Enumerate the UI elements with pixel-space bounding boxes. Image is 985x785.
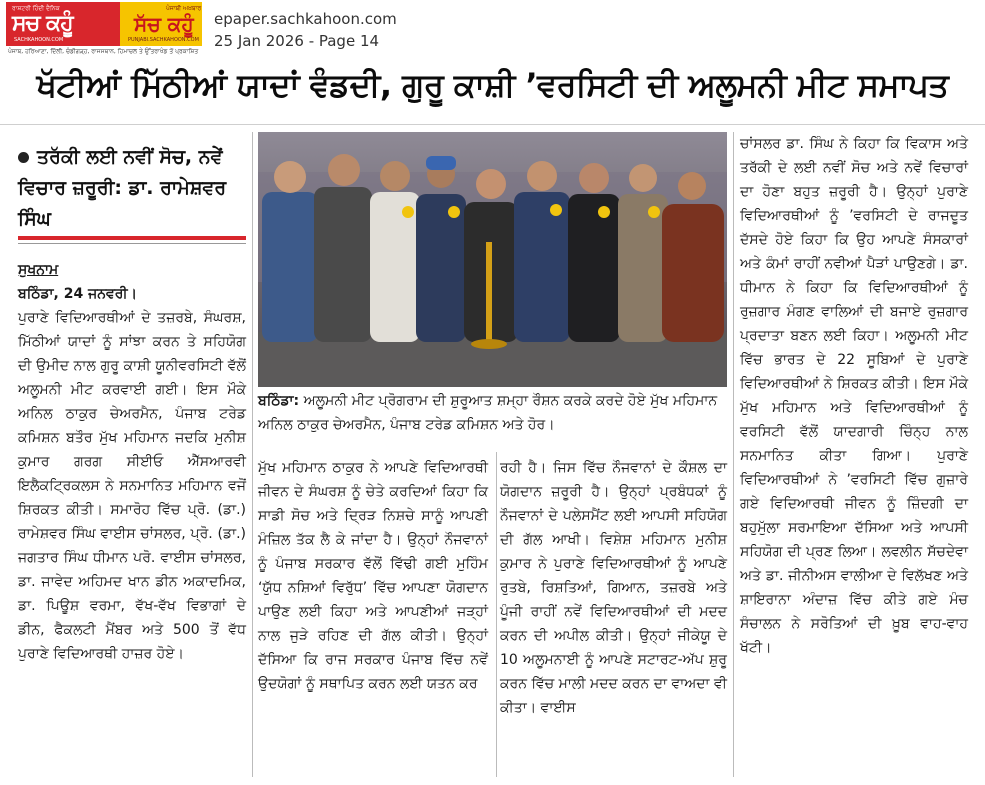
logo-subline: ਪੰਜਾਬ, ਹਰਿਆਣਾ, ਦਿੱਲੀ, ਚੰਡੀਗੜ੍ਹ, ਰਾਜਸਥਾਨ, ਹਿਮਾਚਲ ਤੇ ਉੱਤਰਾਖੰਡ ਤੋਂ ਪ੍ਰਕਾਸ਼ਿਤ [8,48,199,55]
logo-tagline: ਰਾਸ਼ਟਰੀ ਹਿੰਦੀ ਦੈਨਿਕ [12,5,60,12]
article-column-4 [740,132,968,660]
logo-name: ਸਚ ਕਹੂੰ [12,11,73,36]
sachkahoon-logo[interactable] [6,2,120,46]
caption-text: ਅਲੂਮਨੀ ਮੀਟ ਪ੍ਰੋਗਰਾਮ ਦੀ ਸ਼ੁਰੂਆਤ ਸ਼ਮ੍ਹਾ ਰੌਸ਼ਨ ਕਰਕੇ ਕਰਦੇ ਹੋਏ ਮੁੱਖ ਮਹਿਮਾਨ ਅਨਿਲ ਠਾਕੁਰ ਚੇਅਰਮੈਨ, ਪੰਜਾਬ ਟਰੇਡ ਕਮਿਸ਼ਨ ਅਤੇ ਹੋਰ। [258,393,718,433]
epaper-site[interactable]: epaper.sachkahoon.com [214,10,397,28]
logo-url: SACHKAHOON.COM [14,37,64,43]
subheading-text: ਤਰੱਕੀ ਲਈ ਨਵੀਂ ਸੋਚ, ਨਵੇਂ ਵਿਚਾਰ ਜ਼ਰੂਰੀ: ਡਾ. ਰਾਮੇਸ਼ਵਰ ਸਿੰਘ [18,146,227,230]
article-subheading [18,142,246,235]
byline: ਸੁਖਨਾਮ [18,262,59,278]
column-divider [733,132,734,777]
photo-caption [258,389,727,437]
column-divider [496,452,497,777]
event-photo-graphic [258,132,727,387]
logo-name: ਸੱਚ ਕਹੂੰ [134,12,194,36]
subheading-red-rule [18,236,246,240]
bullet-icon [18,152,29,163]
subheading-rule [18,243,246,244]
column-4-body: ਚਾਂਸਲਰ ਡਾ. ਸਿੰਘ ਨੇ ਕਿਹਾ ਕਿ ਵਿਕਾਸ ਅਤੇ ਤਰੱਕੀ ਦੇ ਲਈ ਨਵੀਂ ਸੋਚ ਅਤੇ ਨਵੇਂ ਵਿਚਾਰਾਂ ਦਾ ਹੋਣਾ ਬਹੁਤ ਜ਼ਰੂਰੀ ਹੈ। ਉਨ੍ਹਾਂ ਪੁਰਾਣੇ ਵਿਦਿਆਰਥੀਆਂ ਨੂੰ ’ਵਰਸਿਟੀ ਦੇ ਰਾਜਦੂਤ ਦੱਸਦੇ ਹੋਏ ਕਿਹਾ ਕਿ ਉਹ ਆਪਣੇ ਸੰਸਕਾਰਾਂ ਅਤੇ ਕੰਮਾਂ ਰਾਹੀਂ ਨਵੀਆਂ ਪੈੜਾਂ ਪਾਉਣਗੇ। ਡਾ. ਧੀਮਾਨ ਨੇ ਕਿਹਾ ਕਿ ਵਿਦਿਆਰਥੀਆਂ ਨੂੰ ਰੁਜ਼ਗਾਰ ਮੰਗਣ ਵਾਲਿਆਂ ਦੀ ਬਜਾਏ ਰੁਜ਼ਗਾਰ ਪ੍ਰਦਾਤਾ ਬਣਨ ਲਈ ਕਿਹਾ। ਅਲੂਮਨੀ ਮੀਟ ਵਿੱਚ ਭਾਰਤ ਦੇ 22 ਸੂਬਿਆਂ ਦੇ ਪੁਰਾਣੇ ਵਿਦਿਆਰਥੀਆਂ ਨੇ ਸ਼ਿਰਕਤ ਕੀਤੀ। ਇਸ ਮੌਕੇ ਮੁੱਖ ਮਹਿਮਾਨ ਅਤੇ ਵਿਦਿਆਰਥੀਆਂ ਨੂੰ ਵਰਸਿਟੀ ਵੱਲੋਂ ਯਾਦਗਾਰੀ ਚਿੰਨ੍ਹ ਨਾਲ ਸਨਮਾਨਿਤ ਕੀਤਾ ਗਿਆ। ਪੁਰਾਣੇ ਵਿਦਿਆਰਥੀਆਂ ਨੇ ’ਵਰਸਿਟੀ ਵਿੱਚ ਗੁਜ਼ਾਰੇ ਗਏ ਵਿਦਿਆਰਥੀ ਜੀਵਨ ਨੂੰ ਜ਼ਿੰਦਗੀ ਦਾ ਬਹੁਮੁੱਲਾ ਸਰਮਾਇਆ ਦੱਸਿਆ ਅਤੇ ਆਪਸੀ ਸਹਿਯੋਗ ਦੀ ਪ੍ਰਣ ਲਿਆ। ਲਵਲੀਨ ਸੱਚਦੇਵਾ ਅਤੇ ਡਾ. ਜੀਨੀਅਸ ਵਾਲੀਆ ਦੇ ਵਿਲੱਖਣ ਅਤੇ ਸ਼ਾਇਰਾਨਾ ਅੰਦਾਜ਼ ਵਿੱਚ ਕੀਤੇ ਗਏ ਮੰਚ ਸੰਚਾਲਨ ਨੇ ਸਰੋਤਿਆਂ ਦੀ ਖ਼ੂਬ ਵਾਹ-ਵਾਹ ਖੱਟੀ। [740,136,968,656]
column-3-body: ਰਹੀ ਹੈ। ਜਿਸ ਵਿੱਚ ਨੌਜਵਾਨਾਂ ਦੇ ਕੌਸ਼ਲ ਦਾ ਯੋਗਦਾਨ ਜ਼ਰੂਰੀ ਹੈ। ਉਨ੍ਹਾਂ ਪ੍ਰਬੰਧਕਾਂ ਨੂੰ ਨੌਜਵਾਨਾਂ ਦੇ ਪਲੇਸਮੈਂਟ ਲਈ ਆਪਸੀ ਸਹਿਯੋਗ ਦੀ ਗੱਲ ਆਖੀ। ਵਿਸ਼ੇਸ਼ ਮਹਿਮਾਨ ਮੁਨੀਸ਼ ਕੁਮਾਰ ਨੇ ਪੁਰਾਣੇ ਵਿਦਿਆਰਥੀਆਂ ਨੂੰ ਆਪਣੇ ਰੁਤਬੇ, ਰਿਸ਼ਤਿਆਂ, ਗਿਆਨ, ਤਜ਼ਰਬੇ ਅਤੇ ਪੂੰਜੀ ਰਾਹੀਂ ਨਵੇਂ ਵਿਦਿਆਰਥੀਆਂ ਦੀ ਮਦਦ ਕਰਨ ਦੀ ਅਪੀਲ ਕੀਤੀ। ਉਨ੍ਹਾਂ ਜੀਕੇਯੂ ਦੇ 10 ਅਲੂਮਨਾਈ ਨੂੰ ਆਪਣੇ ਸਟਾਰਟ-ਅੱਪ ਸ਼ੁਰੂ ਕਰਨ ਵਿੱਚ ਮਾਲੀ ਮਦਦ ਕਰਨ ਦਾ ਵਾਅਦਾ ਵੀ ਕੀਤਾ। ਵਾਈਸ [500,460,727,716]
article-headline: ਖੱਟੀਆਂ ਮਿੱਠੀਆਂ ਯਾਦਾਂ ਵੰਡਦੀ, ਗੁਰੂ ਕਾਸ਼ੀ ’ਵਰਸਿਟੀ ਦੀ ਅਲੂਮਨੀ ਮੀਟ ਸਮਾਪਤ [36,66,949,104]
article-column-2 [258,456,488,696]
logo-tagline: ਪੰਜਾਬੀ ਅਖ਼ਬਾਰ [166,5,202,12]
punjabi-edition-logo[interactable] [120,2,202,46]
headline-divider [0,124,985,125]
column-1-body: ਪੁਰਾਣੇ ਵਿਦਿਆਰਥੀਆਂ ਦੇ ਤਜ਼ਰਬੇ, ਸੰਘਰਸ਼, ਮਿੱਠੀਆਂ ਯਾਦਾਂ ਨੂੰ ਸਾਂਝਾ ਕਰਨ ਤੇ ਸਹਿਯੋਗ ਦੀ ਉਮੀਦ ਨਾਲ ਗੁਰੂ ਕਾਸ਼ੀ ਯੂਨੀਵਰਸਿਟੀ ਵੱਲੋਂ ਅਲੂਮਨੀ ਮੀਟ ਕਰਵਾਈ ਗਈ। ਇਸ ਮੌਕੇ ਅਨਿਲ ਠਾਕੁਰ ਚੇਅਰਮੈਨ, ਪੰਜਾਬ ਟਰੇਡ ਕਮਿਸ਼ਨ ਬਤੌਰ ਮੁੱਖ ਮਹਿਮਾਨ ਜਦਕਿ ਮੁਨੀਸ਼ ਕੁਮਾਰ ਗਰਗ ਸੀਈਓ ਐੱਸਆਰਵੀ ਇਲੈਕਟ੍ਰਿਕਲਸ ਨੇ ਸਨਮਾਨਿਤ ਮਹਿਮਾਨ ਵਜੋਂ ਸ਼ਿਰਕਤ ਕੀਤੀ। ਸਮਾਰੋਹ ਵਿੱਚ ਪ੍ਰੋ. (ਡਾ.) ਰਾਮੇਸ਼ਵਰ ਸਿੰਘ ਵਾਈਸ ਚਾਂਸਲਰ, ਪ੍ਰੋ. (ਡਾ.) ਜਗਤਾਰ ਸਿੰਘ ਧੀਮਾਨ ਪਰੋ. ਵਾਈਸ ਚਾਂਸਲਰ, ਡਾ. ਜਾਵੇਦ ਅਹਿਮਦ ਖਾਨ ਡੀਨ ਅਕਾਦਮਿਕ, ਡਾ. ਪਿਊਸ਼ ਵਰਮਾ, ਵੱਖ-ਵੱਖ ਵਿਭਾਗਾਂ ਦੇ ਡੀਨ, ਫੈਕਲਟੀ ਮੈਂਬਰ ਅਤੇ 500 ਤੋਂ ਵੱਧ ਪੁਰਾਣੇ ਵਿਦਿਆਰਥੀ ਹਾਜ਼ਰ ਹੋਏ। [18,310,246,662]
column-2-body: ਮੁੱਖ ਮਹਿਮਾਨ ਠਾਕੁਰ ਨੇ ਆਪਣੇ ਵਿਦਿਆਰਥੀ ਜੀਵਨ ਦੇ ਸੰਘਰਸ਼ ਨੂੰ ਚੇਤੇ ਕਰਦਿਆਂ ਕਿਹਾ ਕਿ ਸਾਡੀ ਸੋਚ ਅਤੇ ਦ੍ਰਿੜ ਨਿਸ਼ਚੇ ਸਾਨੂੰ ਆਪਣੀ ਮੰਜ਼ਿਲ ਤੱਕ ਲੈ ਕੇ ਜਾਂਦਾ ਹੈ। ਉਨ੍ਹਾਂ ਨੌਜਵਾਨਾਂ ਨੂੰ ਪੰਜਾਬ ਸਰਕਾਰ ਵੱਲੋਂ ਵਿੱਢੀ ਗਈ ਮੁਹਿੰਮ ‘ਯੁੱਧ ਨਸ਼ਿਆਂ ਵਿਰੁੱਧ’ ਵਿੱਚ ਆਪਣਾ ਯੋਗਦਾਨ ਪਾਉਣ ਲਈ ਕਿਹਾ ਅਤੇ ਆਪਣੀਆਂ ਜੜ੍ਹਾਂ ਨਾਲ ਜੁੜੇ ਰਹਿਣ ਦੀ ਗੱਲ ਕੀਤੀ। ਉਨ੍ਹਾਂ ਦੱਸਿਆ ਕਿ ਰਾਜ ਸਰਕਾਰ ਪੰਜਾਬ ਵਿੱਚ ਨਵੇਂ ਉਦਯੋਗਾਂ ਨੂੰ ਸਥਾਪਿਤ ਕਰਨ ਲਈ ਯਤਨ ਕਰ [258,460,488,692]
article-column-1 [18,258,246,666]
masthead [0,0,985,58]
caption-lead: ਬਠਿੰਡਾ: [258,393,300,409]
article-column-3 [500,456,727,720]
logo-url: PUNJABI.SACHKAHOON.COM [128,37,199,43]
edition-date-page: 25 Jan 2026 - Page 14 [214,32,380,50]
event-photo[interactable] [258,132,727,387]
column-divider [252,132,253,777]
dateline: ਬਠਿੰਡਾ, 24 ਜਨਵਰੀ। [18,286,138,302]
